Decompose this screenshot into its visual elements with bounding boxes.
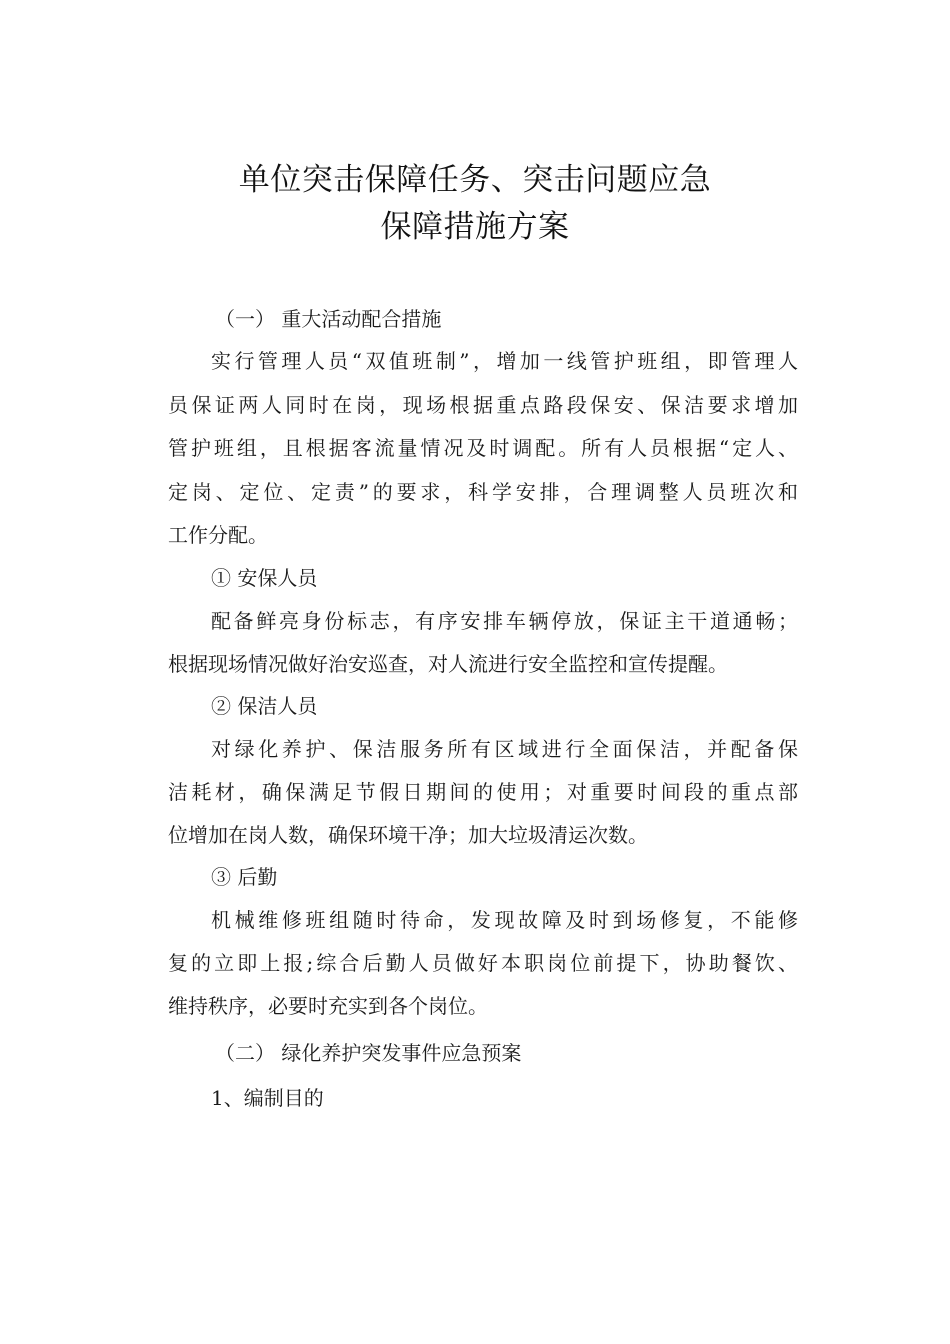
- item-1-heading: ① 安保人员: [211, 566, 318, 590]
- section-1-paragraph-line: 员保证两人同时在岗，现场根据重点路段保安、保洁要求增加: [168, 393, 798, 417]
- item-3-paragraph-line: 机械维修班组随时待命，发现故障及时到场修复，不能修: [211, 908, 798, 932]
- item-2-heading: ② 保洁人员: [211, 694, 318, 718]
- item-1-paragraph-line: 根据现场情况做好治安巡查，对人流进行安全监控和宣传提醒。: [168, 652, 728, 676]
- item-3-paragraph-line: 复的立即上报;综合后勤人员做好本职岗位前提下，协助餐饮、: [168, 951, 798, 975]
- item-1-paragraph-line: 配备鲜亮身份标志，有序安排车辆停放，保证主干道通畅；: [211, 609, 798, 633]
- item-2-paragraph-line: 洁耗材，确保满足节假日期间的使用；对重要时间段的重点部: [168, 780, 798, 804]
- subsection-1-heading: 1、编制目的: [211, 1086, 324, 1110]
- section-1-paragraph-line: 管护班组，且根据客流量情况及时调配。所有人员根据“定人、: [168, 436, 798, 460]
- item-2-paragraph-line: 位增加在岗人数，确保环境干净；加大垃圾清运次数。: [168, 823, 648, 847]
- section-1-heading: （一） 重大活动配合措施: [215, 307, 442, 331]
- section-1-paragraph-line: 实行管理人员“双值班制”，增加一线管护班组，即管理人: [211, 349, 798, 373]
- document-title-line-2: 保障措施方案: [380, 209, 570, 245]
- item-3-heading: ③ 后勤: [211, 865, 278, 889]
- item-2-paragraph-line: 对绿化养护、保洁服务所有区域进行全面保洁，并配备保: [211, 737, 798, 761]
- section-1-paragraph-line: 定岗、定位、定责”的要求，科学安排，合理调整人员班次和: [168, 480, 798, 504]
- section-2-heading: （二） 绿化养护突发事件应急预案: [215, 1041, 522, 1065]
- document-title-line-1: 单位突击保障任务、突击问题应急: [238, 162, 712, 198]
- section-1-paragraph-line: 工作分配。: [168, 523, 268, 547]
- item-3-paragraph-line: 维持秩序，必要时充实到各个岗位。: [168, 994, 488, 1018]
